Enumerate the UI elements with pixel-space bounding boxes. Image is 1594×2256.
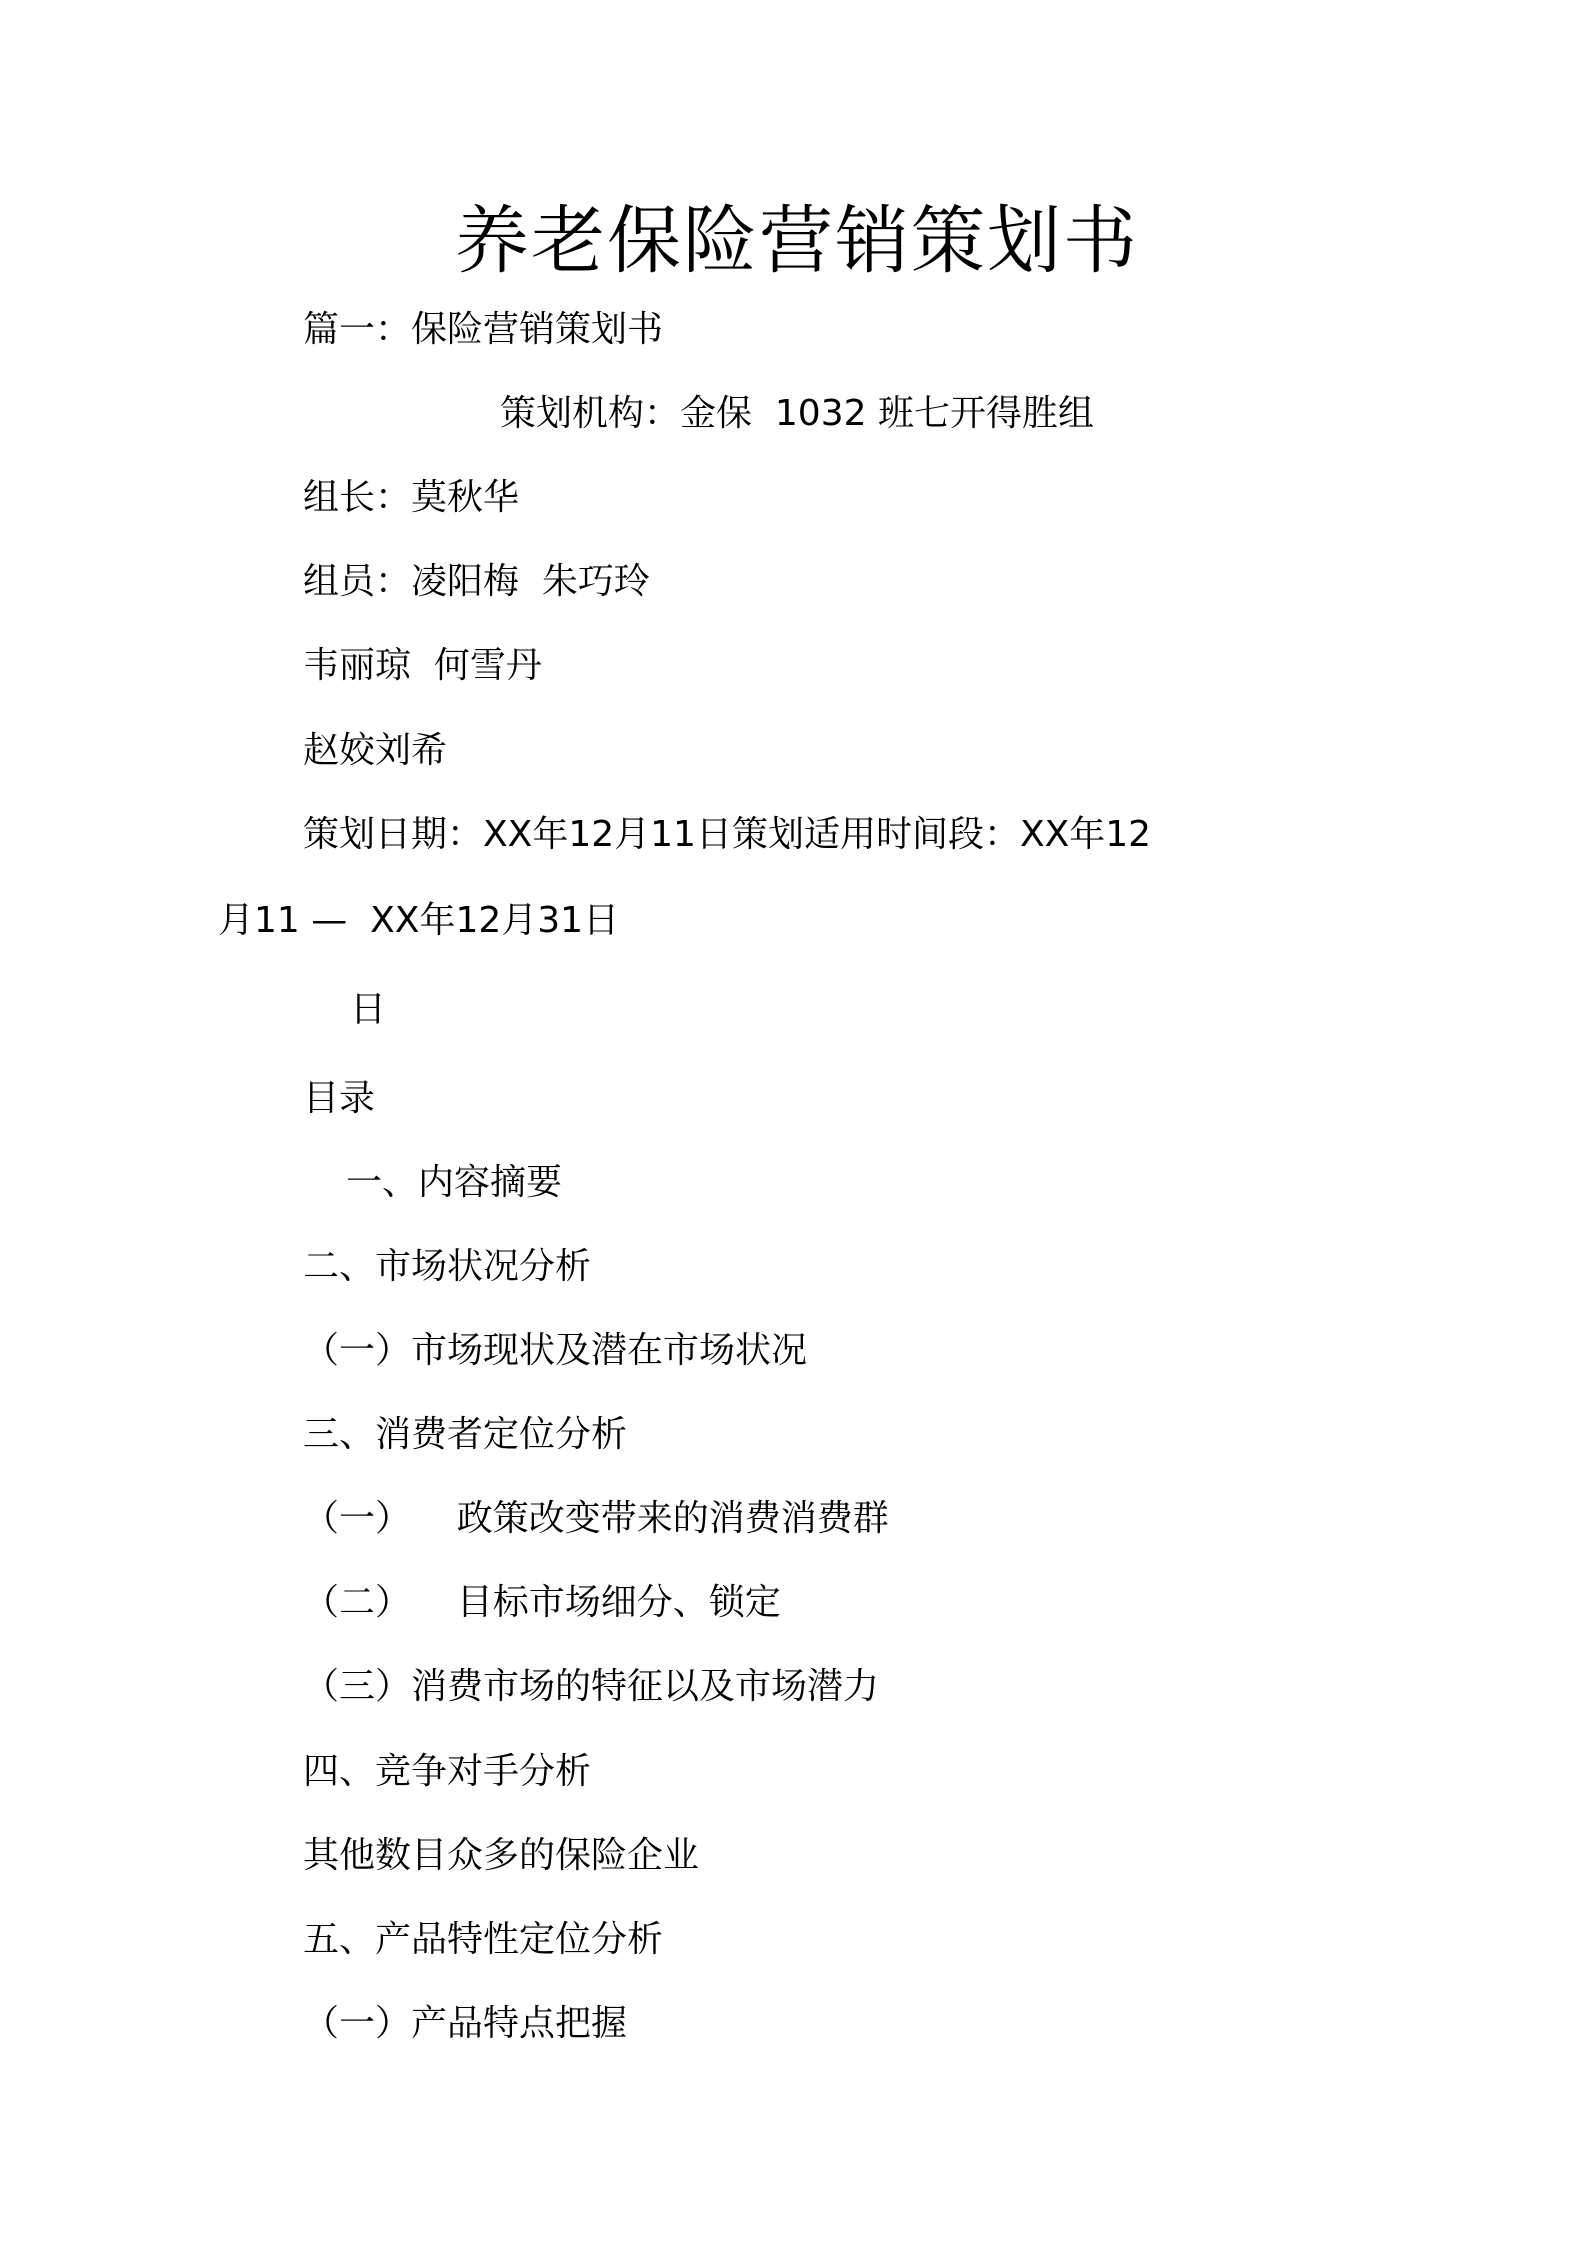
date-line-2: 月11 — XX年12月31日: [218, 900, 620, 941]
toc-item: （三）消费市场的特征以及市场潜力: [303, 1666, 880, 1707]
organization-line: 策划机构：金保 1032 班七开得胜组: [500, 393, 1094, 434]
members-line-2: 韦丽琼 何雪丹: [303, 645, 542, 686]
toc-heading: 目录: [303, 1078, 376, 1119]
toc-item: 二、市场状况分析: [303, 1246, 592, 1287]
date-line-1: 策划日期：XX年12月11日策划适用时间段：XX年12: [303, 814, 1152, 855]
toc-item: 一、内容摘要: [346, 1162, 563, 1203]
members-line-3: 赵姣刘希: [303, 730, 448, 771]
date-line-3: 日: [350, 989, 387, 1030]
toc-item: 五、产品特性定位分析: [303, 1919, 664, 1960]
toc-item: 三、消费者定位分析: [303, 1414, 628, 1455]
toc-item: 四、竞争对手分析: [303, 1751, 592, 1792]
toc-item: 其他数目众多的保险企业: [303, 1835, 700, 1876]
members-line-1: 组员：凌阳梅 朱巧玲: [303, 561, 650, 602]
toc-item: （二） 目标市场细分、锁定: [303, 1582, 781, 1623]
document-title: 养老保险营销策划书: [455, 198, 1139, 284]
toc-item: （一）产品特点把握: [303, 2003, 628, 2044]
leader-line: 组长：莫秋华: [303, 477, 520, 518]
toc-item: （一）市场现状及潜在市场状况: [303, 1330, 808, 1371]
part-heading: 篇一：保险营销策划书: [303, 309, 664, 350]
toc-item: （一） 政策改变带来的消费消费群: [303, 1498, 889, 1539]
